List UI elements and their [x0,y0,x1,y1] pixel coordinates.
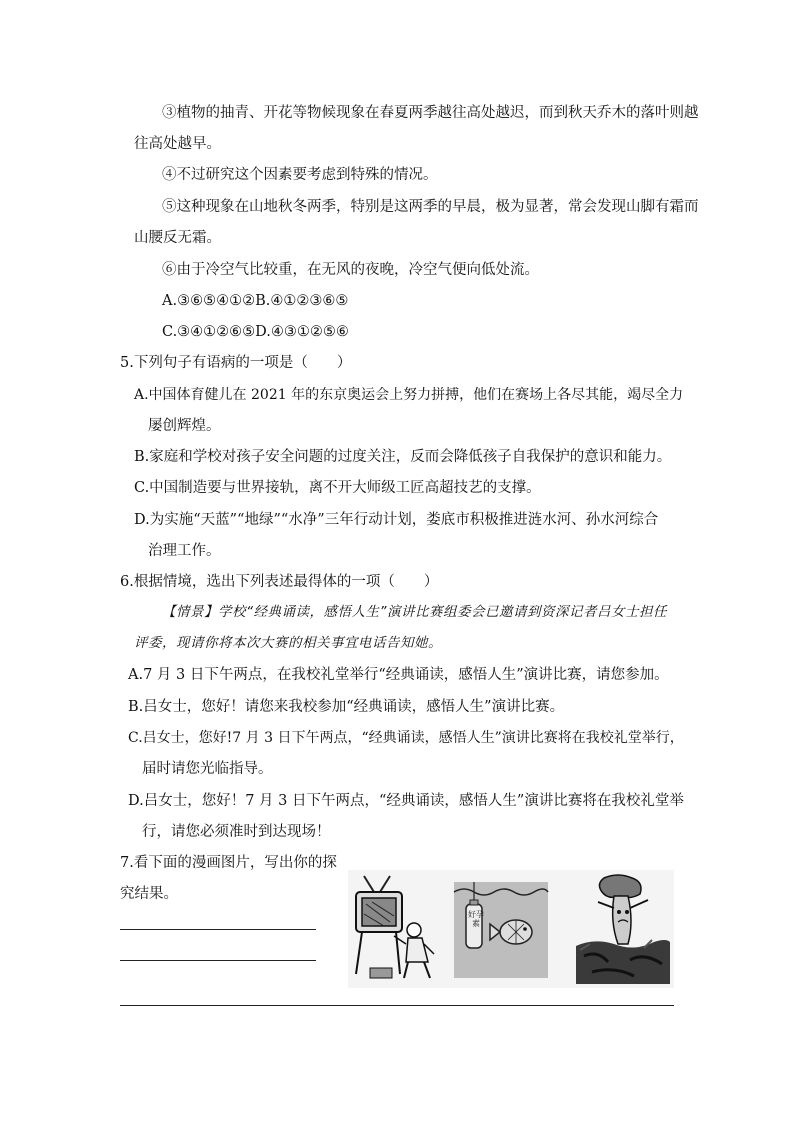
q7-stem-line2: 究结果。 [120,886,178,902]
q5-option-b: B.家庭和学校对孩子安全问题的过度关注，反而会降低孩子自我保护的意识和能力。 [134,449,672,465]
q6-option-c-line1: C.吕女士，您好!7 月 3 日下午两点，“经典诵读，感悟人生”演讲比赛将在我校礼堂举行， [128,730,684,746]
fish-bottle-comic-image [452,880,550,980]
q5-option-d-line1: D.为实施“天蓝”“地绿”“水净”三年行动计划，娄底市积极推进涟水河、孙水河综合 [134,512,659,528]
q5-option-a-line2: 屡创辉煌。 [148,418,221,434]
answer-line [120,1005,674,1006]
tree-comic-image [574,872,672,986]
answer-line [120,960,316,961]
tv-comic-image [350,874,442,984]
q7-stem-line1: 7.看下面的漫画图片，写出你的探 [120,855,337,871]
q4-sentence-4: ④不过研究这个因素要考虑到特殊的情况。 [162,167,438,183]
q6-scenario-line1: 【情景】学校“经典诵读，感悟人生”演讲比赛组委会已邀请到资深记者吕女士担任 [162,604,667,620]
q6-scenario-line2: 评委，现请你将本次大赛的相关事宜电话告知她。 [134,635,442,651]
bottle-label: 好孕素 [468,910,484,928]
q4-options-ab: A.③⑥⑤④①②B.④①②③⑥⑤ [162,293,349,309]
q4-sentence-5-line2: 山腰反无霜。 [134,230,221,246]
q6-stem: 6.根据情境，选出下列表述最得体的一项（ ） [120,574,439,590]
q5-option-c: C.中国制造要与世界接轨，离不开大师级工匠高超技艺的支撑。 [134,480,541,496]
answer-line [120,929,316,930]
q5-stem: 5.下列句子有语病的一项是（ ） [120,355,352,371]
q4-options-cd: C.③④①②⑥⑤D.④③①②⑤⑥ [162,324,349,340]
q5-option-d-line2: 治理工作。 [148,543,221,559]
q6-option-b: B.吕女士，您好！请您来我校参加“经典诵读，感悟人生”演讲比赛。 [128,699,565,715]
q6-option-d-line2: 行，请您必须准时到达现场！ [142,824,331,840]
q4-sentence-5-line1: ⑤这种现象在山地秋冬两季，特别是这两季的早晨，极为显著，常会发现山脚有霜而 [162,199,699,215]
q6-option-a: A.7 月 3 日下午两点，在我校礼堂举行“经典诵读，感悟人生”演讲比赛，请您参加。 [128,667,669,683]
comic-strip [348,870,674,988]
q4-sentence-3-line2: 往高处越早。 [134,136,221,152]
q4-sentence-6: ⑥由于冷空气比较重，在无风的夜晚，冷空气便向低处流。 [162,262,539,278]
q6-option-d-line1: D.吕女士，您好！7 月 3 日下午两点，“经典诵读，感悟人生”演讲比赛将在我校礼堂举 [128,793,684,809]
q6-option-c-line2: 届时请您光临指导。 [142,761,273,777]
q5-option-a-line1: A.中国体育健儿在 2021 年的东京奥运会上努力拼搏，他们在赛场上各尽其能，竭尽全力 [134,387,684,403]
q4-sentence-3-line1: ③植物的抽青、开花等物候现象在春夏两季越往高处越迟，而到秋天乔木的落叶则越 [162,105,699,121]
